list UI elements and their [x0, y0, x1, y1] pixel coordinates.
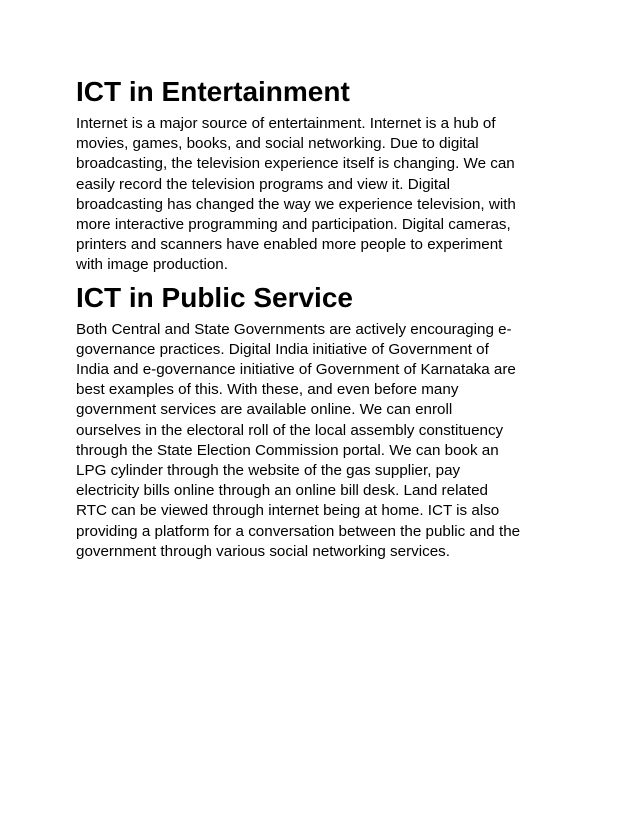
paragraph-line: Both Central and State Governments are actively encouraging e-	[76, 320, 512, 338]
section-paragraph-public-service	[76, 320, 576, 562]
paragraph-line: movies, games, books, and social networking. Due to digital	[76, 135, 479, 153]
paragraph-line: government through various social networking services.	[76, 542, 450, 560]
section-paragraph-entertainment	[76, 114, 576, 276]
paragraph-line: ourselves in the electoral roll of the local assembly constituency	[76, 421, 504, 439]
paragraph-line: broadcasting, the television experience itself is changing. We can	[76, 155, 515, 173]
paragraph-line: electricity bills online through an online bill desk. Land related	[76, 482, 488, 500]
paragraph-line: through the State Election Commission portal. We can book an	[76, 441, 499, 459]
section-heading-public-service: ICT in Public Service	[76, 281, 353, 313]
paragraph-line: RTC can be viewed through internet being at home. ICT is also	[76, 502, 500, 520]
section-heading-entertainment: ICT in Entertainment	[76, 76, 350, 107]
paragraph-line: with image production.	[76, 256, 228, 274]
paragraph-line: government services are available online. We can enroll	[76, 401, 453, 419]
paragraph-line: India and e-governance initiative of Government of Karnataka are	[76, 361, 516, 379]
paragraph-line: Internet is a major source of entertainment. Internet is a hub of	[76, 115, 496, 132]
paragraph-line: broadcasting has changed the way we experience television, with	[76, 195, 516, 213]
paragraph-line: easily record the television programs and view it. Digital	[76, 175, 450, 193]
paragraph-line: governance practices. Digital India initiative of Government of	[76, 340, 489, 358]
paragraph-line: printers and scanners have enabled more people to experiment	[76, 236, 503, 254]
document-page	[76, 74, 576, 562]
paragraph-line: more interactive programming and participation. Digital cameras,	[76, 216, 511, 234]
paragraph-line: providing a platform for a conversation between the public and the	[76, 522, 521, 540]
paragraph-line: best examples of this. With these, and even before many	[76, 381, 459, 399]
paragraph-line: LPG cylinder through the website of the gas supplier, pay	[76, 462, 461, 480]
